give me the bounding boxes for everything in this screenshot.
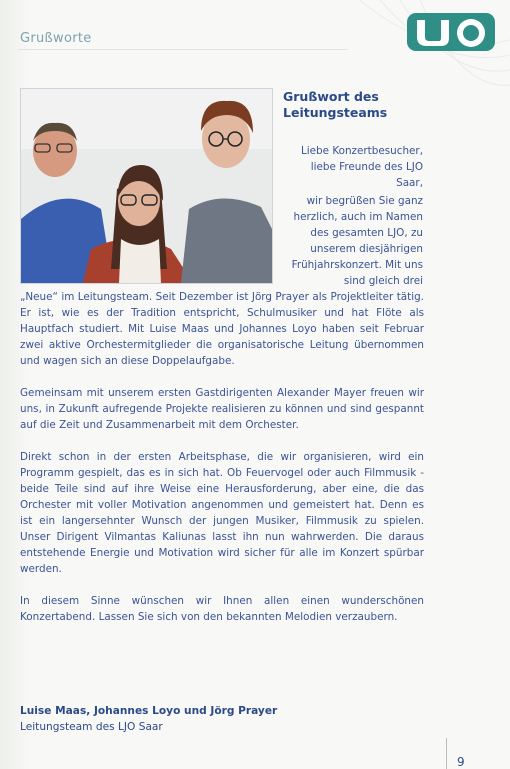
ljo-logo bbox=[407, 13, 495, 51]
paragraph: Direkt schon in der ersten Arbeitsphase, die wir organisieren, wird ein Programm gespielt, das es in sich hat. Ob Feuervogel oder auch Filmmusik - beide Teile sind auf ihre Weise eine Herausforderung, aber eine, die das Orchester mit voller Motivation angenommen und gemeistert hat. Denn es ist ein langersehnter Wunsch der jungen Musiker, Filmmusik zu spielen. Unser Dirigent Vilmantas Kaliunas lasst ihn nun wahrwerden. Die daraus entstehende Energie und Motivation wird sicher für alle im Konzert spürbar werden. bbox=[20, 451, 424, 575]
page-number-divider bbox=[446, 738, 447, 769]
signature-names: Luise Maas, Johannes Loyo und Jörg Prayer bbox=[20, 705, 278, 717]
section-label: Grußworte bbox=[20, 31, 92, 46]
page-number: 9 bbox=[457, 755, 465, 769]
team-photo bbox=[20, 88, 273, 284]
greeting: Liebe Konzertbesucher, liebe Freunde des LJO Saar, bbox=[300, 145, 423, 189]
paragraph: „Neue“ im Leitungsteam. Seit Dezember ist Jörg Prayer als Projektleiter tätig. Er ist, wie es der Tradition entspricht, Schulmusiker und hat Flöte als Hauptfach studiert. Mit Luise Maas und Johannes Loyo haben seit Februar zwei aktive Orchestermitglieder die organisatorische Leitung übernommen und wagen sich an diese Doppelaufgabe. bbox=[20, 291, 424, 367]
signature-block bbox=[20, 703, 350, 735]
body-text bbox=[20, 289, 424, 641]
paragraph: In diesem Sinne wünschen wir Ihnen allen einen wunderschönen Konzertabend. Lassen Sie sich von den bekannten Melodien verzaubern. bbox=[20, 595, 424, 623]
paragraph: Gemeinsam mit unserem ersten Gastdirigenten Alexander Mayer freuen wir uns, in Zukunft aufregende Projekte realisieren zu können und sind gespannt auf die Zeit und Zusammenarbeit mit dem Orchester. bbox=[20, 387, 424, 431]
intro-paragraph: wir begrüßen Sie ganz herzlich, auch im Namen des gesamten LJO, zu unserem diesjährigen Frühjahrskonzert. Mit uns sind gleich drei bbox=[291, 195, 423, 287]
signature-role: Leitungsteam des LJO Saar bbox=[20, 721, 163, 733]
page-heading: Grußwort des Leitungsteams bbox=[283, 89, 388, 120]
header-divider bbox=[18, 49, 348, 50]
